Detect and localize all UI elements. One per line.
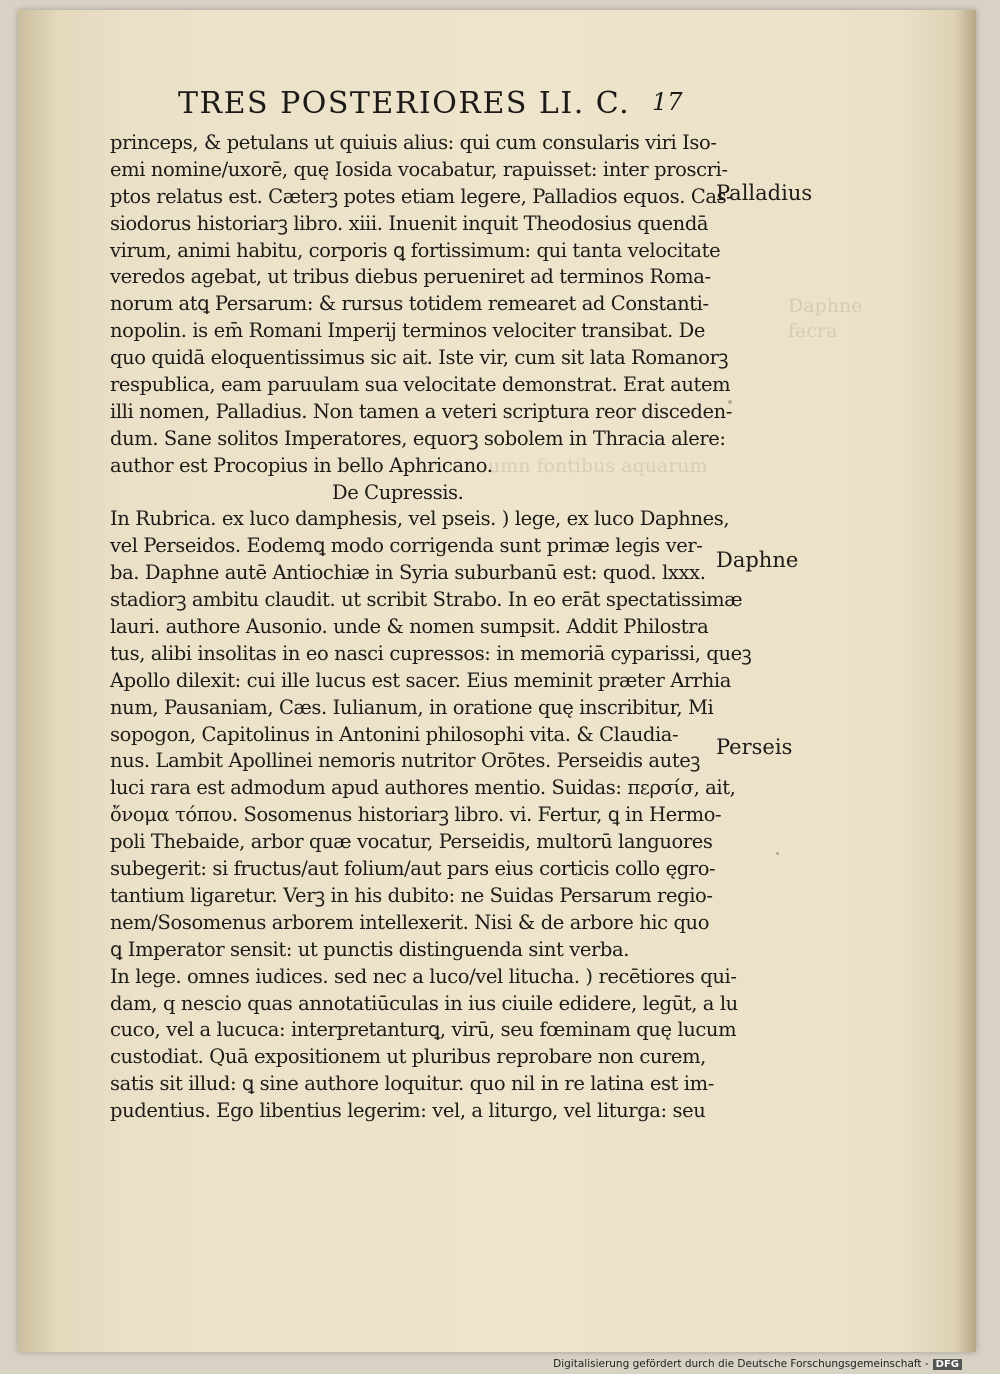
text-line: princeps, & petulans ut quiuis alius: qui cum consularis viri Iso- xyxy=(110,131,717,154)
dfg-logo: DFG xyxy=(933,1359,962,1370)
text-line: illi nomen, Palladius. Non tamen a veteri scriptura reor disceden- xyxy=(110,399,732,423)
main-text-block xyxy=(110,130,752,1125)
text-line: stadiorꝫ ambitu claudit. ut scribit Strabo. In eo erāt spectatissimæ xyxy=(110,588,743,612)
text-line: custodiat. Quā expositionem ut pluribus reprobare non curem, xyxy=(110,1045,706,1069)
text-line: tus, alibi insolitas in eo nasci cupressos: in memoriā cyparissi, queꝫ xyxy=(110,641,752,665)
text-line: veredos agebat, ut tribus diebus perueniret ad terminos Roma- xyxy=(110,265,711,289)
text-line: siodorus historiarꝫ libro. xiii. Inuenit inquit Theodosius quendā xyxy=(110,211,709,235)
text-line: ba. Daphne autē Antiochiæ in Syria suburbanū est: quod. lxxx. xyxy=(110,561,706,585)
text-line: emi nomine/uxorē, quę Iosida vocabatur, rapuisset: inter proscri- xyxy=(110,157,728,181)
text-line: In lege. omnes iudices. sed nec a luco/vel litucha. ) recētiores qui- xyxy=(110,964,737,988)
text-line: satis sit illud: ꝗ sine authore loquitur. quo nil in re latina est im- xyxy=(110,1072,714,1096)
page-edge-shadow xyxy=(954,10,976,1352)
text-line: ptos relatus est. Cæterꝫ potes etiam legere, Palladios equos. Cas- xyxy=(110,184,733,208)
text-line: norum atꝗ Persarum: & rursus totidem remearet ad Constanti- xyxy=(110,292,709,316)
text-line: author est Procopius in bello Aphricano. xyxy=(110,453,493,477)
credit-text: Digitalisierung gefördert durch die Deutsche Forschungsgemeinschaft - xyxy=(553,1358,929,1370)
margin-note-daphne: Daphne xyxy=(716,548,799,572)
text-line: pudentius. Ego libentius legerim: vel, a liturgo, vel liturga: seu xyxy=(110,1099,706,1123)
text-line: In Rubrica. ex luco damphesis, vel pseis. ) lege, ex luco Daphnes, xyxy=(110,507,730,531)
text-line: nem/Sosomenus arborem intellexerit. Nisi & de arbore hic quo xyxy=(110,910,710,934)
page-header xyxy=(178,86,698,126)
text-line: ꝗ Imperator sensit: ut punctis distinguenda sint verba. xyxy=(110,937,630,961)
margin-note-palladius: Palladius xyxy=(716,181,813,205)
text-line: cuco, vel a lucuca: interpretanturꝗ, virū, seu fœminam quę lucum xyxy=(110,1018,737,1042)
text-line: num, Pausaniam, Cæs. Iulianum, in oratione quę inscribitur, Mi xyxy=(110,695,714,719)
text-line: dam, q nescio quas annotatiūculas in ius ciuile edidere, legūt, a lu xyxy=(110,991,738,1015)
text-line: luci rara est admodum apud authores mentio. Suidas: περσίσ, ait, xyxy=(110,776,736,800)
paper-speck xyxy=(776,852,779,855)
bleed-through-text: umn fontibus aquarum xyxy=(488,455,708,477)
text-line: nus. Lambit Apollinei nemoris nutritor Orōtes. Perseidis auteꝫ xyxy=(110,749,700,773)
text-line: sopogon, Capitolinus in Antonini philosophi vita. & Claudia- xyxy=(110,722,679,746)
text-line: quo quidā eloquentissimus sic ait. Iste vir, cum sit lata Romanorꝫ xyxy=(110,346,729,370)
text-line: subegerit: si fructus/aut folium/aut pars eius corticis collo ęgro- xyxy=(110,857,716,881)
text-line: vel Perseidos. Eodemꝗ modo corrigenda sunt primæ legis ver- xyxy=(110,534,703,558)
text-line: nopolin. is em̄ Romani Imperij terminos velociter transibat. De xyxy=(110,319,705,343)
bleed-through-text: facra xyxy=(788,320,838,342)
text-line: tantium ligaretur. Verꝫ in his dubito: ne Suidas Persarum regio- xyxy=(110,883,713,907)
text-line: ὄνομα τόπου. Sosomenus historiarꝫ libro. vi. Fertur, ꝗ in Hermo- xyxy=(110,803,722,827)
digitization-credit xyxy=(553,1358,962,1370)
text-line: Apollo dilexit: cui ille lucus est sacer. Eius meminit præter Arrhia xyxy=(110,668,731,692)
text-line: virum, animi habitu, corporis ꝗ fortissimum: qui tanta velocitate xyxy=(110,238,721,262)
text-line: respublica, eam paruulam sua velocitate demonstrat. Erat autem xyxy=(110,373,731,397)
folio-number: 17 xyxy=(652,88,683,116)
bleed-through-text: Daphne xyxy=(788,295,863,317)
section-heading: De Cupressis. xyxy=(332,480,464,504)
margin-note-perseis: Perseis xyxy=(716,735,793,759)
text-line: poli Thebaide, arbor quæ vocatur, Perseidis, multorū languores xyxy=(110,830,713,854)
text-line: lauri. authore Ausonio. unde & nomen sumpsit. Addit Philostra xyxy=(110,615,709,639)
text-line: dum. Sane solitos Imperatores, equorꝫ sobolem in Thracia alere: xyxy=(110,426,726,450)
running-head: TRES POSTERIORES LI. C. xyxy=(178,86,631,121)
